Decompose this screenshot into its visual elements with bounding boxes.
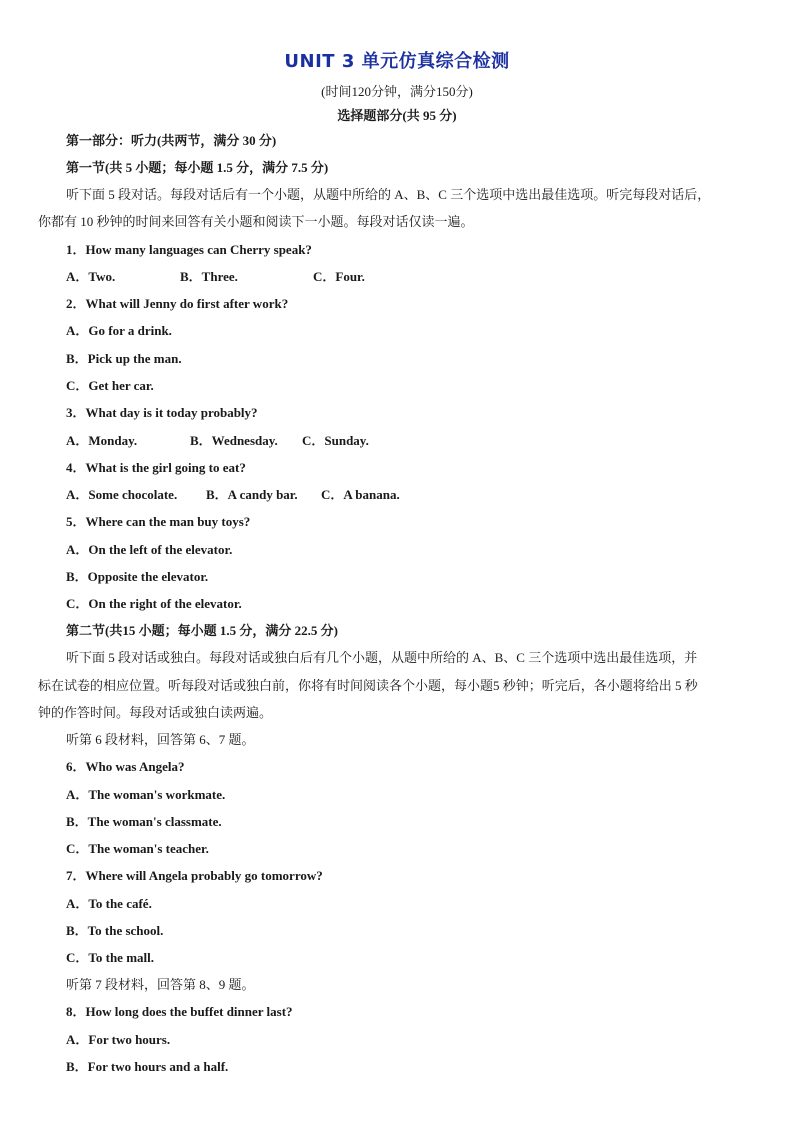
q3-option-c: C．Sunday.	[302, 433, 369, 448]
q5-option-c: C．On the right of the elevator.	[66, 596, 242, 611]
sec2-heading: 第二节(共15 小题；每小题 1.5 分，满分 22.5 分)	[66, 623, 338, 638]
sec2-instruction-line2: 标在试卷的相应位置。听每段对话或独白前，你将有时间阅读各个小题，每小题5 秒钟；听完后，各小题将给出 5 秒	[38, 678, 698, 693]
part1-heading: 第一部分：听力(共两节，满分 30 分)	[66, 133, 277, 148]
q6-option-a: A．The woman's workmate.	[66, 787, 226, 802]
q1-option-a: A．Two.	[66, 269, 116, 284]
question-6: 6．Who was Angela?	[66, 759, 185, 774]
q5-option-a: A．On the left of the elevator.	[66, 542, 233, 557]
question-4: 4．What is the girl going to eat?	[66, 460, 246, 475]
q7-option-c: C．To the mall.	[66, 950, 154, 965]
sec1-instruction-line1: 听下面 5 段对话。每段对话后有一个小题，从题中所给的 A、B、C 三个选项中选出最佳选项。听完每段对话后，	[66, 187, 711, 202]
q6-option-b: B．The woman's classmate.	[66, 814, 222, 829]
q3-option-b: B．Wednesday.	[190, 433, 278, 448]
question-2: 2．What will Jenny do first after work?	[66, 296, 289, 311]
sec1-instruction-line2: 你都有 10 秒钟的时间来回答有关小题和阅读下一小题。每段对话仅读一遍。	[38, 214, 474, 229]
q1-option-c: C．Four.	[313, 269, 365, 284]
question-3: 3．What day is it today probably?	[66, 405, 258, 420]
q6-option-c: C．The woman's teacher.	[66, 841, 209, 856]
q4-option-b: B．A candy bar.	[206, 487, 298, 502]
section-label: 选择题部分(共 95 分)	[337, 108, 457, 123]
q2-option-b: B．Pick up the man.	[66, 351, 182, 366]
q7-option-b: B．To the school.	[66, 923, 164, 938]
q7-option-a: A．To the café.	[66, 896, 152, 911]
material-7-heading: 听第 7 段材料，回答第 8、9 题。	[66, 977, 255, 992]
time-info: (时间120分钟，满分150分)	[321, 84, 473, 99]
sec2-instruction-line3: 钟的作答时间。每段对话或独白读两遍。	[38, 705, 273, 720]
question-1: 1．How many languages can Cherry speak?	[66, 242, 312, 257]
q8-option-b: B．For two hours and a half.	[66, 1059, 229, 1074]
q4-option-c: C．A banana.	[321, 487, 400, 502]
page-title: UNIT 3 单元仿真综合检测	[284, 51, 510, 72]
sec2-instruction-line1: 听下面 5 段对话或独白。每段对话或独白后有几个小题，从题中所给的 A、B、C 三个选项中选出最佳选项，并	[66, 650, 698, 665]
sec1-heading: 第一节(共 5 小题；每小题 1.5 分，满分 7.5 分)	[66, 160, 329, 175]
material-6-heading: 听第 6 段材料，回答第 6、7 题。	[66, 732, 255, 747]
q5-option-b: B．Opposite the elevator.	[66, 569, 209, 584]
q2-option-c: C．Get her car.	[66, 378, 154, 393]
question-5: 5．Where can the man buy toys?	[66, 514, 251, 529]
question-7: 7．Where will Angela probably go tomorrow?	[66, 868, 323, 883]
q8-option-a: A．For two hours.	[66, 1032, 171, 1047]
q4-option-a: A．Some chocolate.	[66, 487, 178, 502]
question-8: 8．How long does the buffet dinner last?	[66, 1004, 293, 1019]
q2-option-a: A．Go for a drink.	[66, 323, 172, 338]
q1-option-b: B．Three.	[180, 269, 238, 284]
q3-option-a: A．Monday.	[66, 433, 138, 448]
